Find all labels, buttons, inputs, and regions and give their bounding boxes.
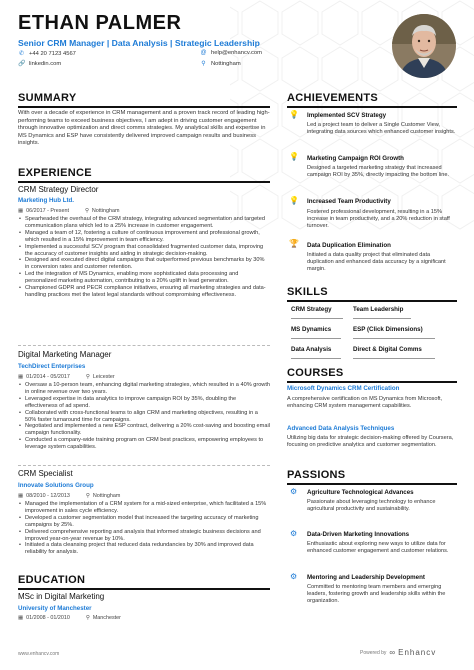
skills-rule	[287, 300, 457, 302]
divider	[18, 345, 270, 346]
course-desc: A comprehensive certification on MS Dynamics from Microsoft, enhancing CRM system management capabilities.	[287, 396, 443, 410]
job-company: Marketing Hub Ltd.	[18, 197, 75, 204]
achievement-title: Increased Team Productivity	[307, 198, 391, 205]
courses-rule	[287, 381, 457, 383]
brand-name: Enhancv	[398, 648, 437, 657]
course-desc: Utilizing big data for strategic decision-making offered by Coursera, focusing on predictive analytics and customer segmentation.	[287, 435, 454, 449]
job-bullets	[18, 501, 270, 556]
passion-title: Agriculture Technological Advances	[307, 489, 414, 496]
experience-heading: EXPERIENCE	[18, 167, 92, 179]
job-dates: 06/2017 - Present	[26, 208, 69, 214]
location-pin-icon: ⚲	[85, 374, 90, 380]
list-item: • Managed the implementation of a CRM system for a mid-sized enterprise, which facilitated a 15% improvement in sales cycle efficiency.	[18, 501, 270, 515]
education-rule	[18, 588, 270, 590]
gear-icon: ⚙	[290, 529, 298, 538]
education-heading: EDUCATION	[18, 574, 86, 586]
skills-heading: SKILLS	[287, 286, 328, 298]
courses-heading: COURSES	[287, 367, 344, 379]
passion-desc: Passionate about leveraging technology to enhance agricultural productivity and sustainability.	[307, 499, 436, 513]
list-item: • Negotiated and implemented a new ESP contract, delivering a 20% cost-saving and boosting email campaign functionality.	[18, 423, 270, 437]
job-bullets	[18, 216, 270, 299]
list-item: • Delivered comprehensive reporting and analysis that informed strategic business decisions and improved year-on-year revenue by 10%.	[18, 529, 270, 543]
school-name: University of Manchester	[18, 605, 92, 612]
lightbulb-icon: 💡	[289, 110, 299, 119]
job-bullets	[18, 382, 270, 451]
degree-title: MSc in Digital Marketing	[18, 592, 105, 601]
list-item: • Led the integration of MS Dynamics, enabling more sophisticated data processing and personalized marketing automation, contributing to a 20% uplift in lead generation.	[18, 271, 270, 285]
footer-website[interactable]: www.enhancv.com	[18, 651, 60, 657]
job-location: Nottingham	[92, 493, 121, 499]
job-meta	[18, 208, 119, 214]
list-item: • Leveraged expertise in data analytics to improve campaign ROI by 35%, doubling the effectiveness of ad spend.	[18, 396, 270, 410]
job-location: Leicester	[92, 374, 115, 380]
location-pin-icon: ⚲	[201, 61, 206, 67]
skill-underline	[353, 338, 435, 339]
skill-underline	[291, 338, 341, 339]
calendar-icon: ▦	[18, 615, 24, 621]
education-location: Manchester	[92, 615, 121, 621]
education-dates: 01/2008 - 01/2010	[26, 615, 70, 621]
job-title: Digital Marketing Manager	[18, 350, 112, 359]
list-item: • Oversaw a 10-person team, enhancing digital marketing strategies, which resulted in a 40% growth in online revenue over two years.	[18, 382, 270, 396]
summary-text: With over a decade of experience in CRM management and a proven track record of leading high-performing teams to exceed business objectives, I am adept in driving customer engagement through innovative optimization and direct comms strategies. My analytical skills and expertise in MS Dynamics and ESP have consistently delivered improved campaign results and business insights.	[18, 110, 270, 147]
location-pin-icon: ⚲	[85, 615, 90, 621]
achievement-title: Data Duplication Elimination	[307, 242, 391, 249]
phone-text: +44 20 7123 4567	[29, 50, 76, 57]
skill-tag: Direct & Digital Comms	[353, 346, 422, 353]
list-item: • Developed a customer segmentation model that increased the targeting accuracy of marketing campaigns by 25%.	[18, 515, 270, 529]
achievement-desc: Fostered professional development, resulting in a 15% increase in team productivity, and a 20% reduction in staff turnover.	[307, 209, 450, 230]
enhancv-logo-icon: ∞	[389, 648, 396, 657]
location-contact	[200, 60, 241, 67]
powered-by-text: Powered by	[360, 649, 387, 656]
summary-rule	[18, 106, 270, 108]
gear-icon: ⚙	[290, 487, 298, 496]
experience-rule	[18, 181, 270, 183]
linkedin-contact[interactable]	[18, 60, 61, 67]
list-item: • Collaborated with cross-functional teams to align CRM and marketing objectives, resulting in a 50% faster turnaround time for campaigns.	[18, 410, 270, 424]
gear-icon: ⚙	[290, 572, 298, 581]
passions-rule	[287, 483, 457, 485]
avatar	[392, 14, 456, 78]
passion-desc: Committed to mentoring team members and emerging leaders, fostering growth and leadership skills within the organization.	[307, 584, 446, 605]
list-item: • Spearheaded the overhaul of the CRM strategy, integrating advanced segmentation and targeted communication plans which led to a 25% increase in customer engagement.	[18, 216, 270, 230]
candidate-title: Senior CRM Manager | Data Analysis | Strategic Leadership	[18, 38, 260, 48]
passion-title: Data-Driven Marketing Innovations	[307, 531, 410, 538]
list-item: • Implemented a successful SCV program that consolidated fragmented customer data, improving the accuracy of customer insights and aiding in strategic decision-making.	[18, 244, 270, 258]
job-title: CRM Strategy Director	[18, 185, 99, 194]
phone-icon: ✆	[18, 51, 25, 57]
list-item: • Initiated a data cleansing project that reduced data redundancies by 30% and improved data reliability for analysis.	[18, 542, 270, 556]
lightbulb-icon: 💡	[289, 152, 299, 161]
job-dates: 08/2010 - 12/2013	[26, 493, 70, 499]
skill-tag: Team Leadership	[353, 306, 404, 313]
skill-tag: MS Dynamics	[291, 326, 332, 333]
linkedin-text[interactable]: linkedin.com	[29, 60, 62, 67]
phone-contact	[18, 50, 76, 57]
job-meta	[18, 374, 115, 380]
skill-tag: Data Analysis	[291, 346, 332, 353]
location-pin-icon: ⚲	[85, 493, 90, 499]
achievement-title: Marketing Campaign ROI Growth	[307, 155, 404, 162]
email-contact[interactable]	[200, 50, 262, 56]
calendar-icon: ▦	[18, 208, 24, 214]
skill-underline	[291, 318, 343, 319]
list-item: • Championed GDPR and PECR compliance initiatives, ensuring all marketing strategies and data-handling practices met the latest legal standards without compromising effectiveness.	[18, 285, 270, 299]
passions-heading: PASSIONS	[287, 469, 346, 481]
location-pin-icon: ⚲	[84, 208, 89, 214]
achievement-desc: Led a project team to deliver a Single Customer View, integrating data sources which enhanced customer insights.	[307, 122, 456, 136]
achievements-rule	[287, 106, 457, 108]
course-title: Microsoft Dynamics CRM Certification	[287, 385, 400, 392]
location-text: Nottingham	[211, 60, 241, 67]
list-item: • Managed a team of 12, fostering a culture of continuous improvement and professional growth, which resulted in a 15% improvement in team efficiency.	[18, 230, 270, 244]
summary-heading: SUMMARY	[18, 92, 77, 104]
list-item: • Conducted a company-wide training program on CRM best practices, empowering employees to leverage system capabilities.	[18, 437, 270, 451]
passion-desc: Enthusiastic about exploring new ways to utilize data for enhanced customer engagement and customer relations.	[307, 541, 449, 555]
candidate-name: ETHAN PALMER	[18, 12, 182, 34]
skill-tag: CRM Strategy	[291, 306, 332, 313]
job-company: Innovate Solutions Group	[18, 482, 94, 489]
calendar-icon: ▦	[18, 374, 24, 380]
calendar-icon: ▦	[18, 493, 24, 499]
job-company: TechDirect Enterprises	[18, 363, 86, 370]
divider	[18, 465, 270, 466]
skill-underline	[353, 358, 435, 359]
skill-underline	[291, 358, 341, 359]
achievement-desc: Designed a targeted marketing strategy that increased campaign ROI by 35%, directly impacting the bottom line.	[307, 165, 450, 179]
education-meta	[18, 615, 121, 621]
job-dates: 01/2014 - 05/2017	[26, 374, 70, 380]
footer-branding	[360, 648, 436, 657]
list-item: • Designed and executed direct digital campaigns that outperformed previous benchmarks by 30% in conversion rates and customer retention.	[18, 257, 270, 271]
trophy-icon: 🏆	[289, 239, 299, 248]
lightbulb-icon: 💡	[289, 196, 299, 205]
job-meta	[18, 493, 120, 499]
achievement-title: Implemented SCV Strategy	[307, 112, 387, 119]
email-text[interactable]: help@enhancv.com	[211, 50, 262, 56]
job-title: CRM Specialist	[18, 469, 73, 478]
job-location: Nottingham	[91, 208, 120, 214]
passion-title: Mentoring and Leadership Development	[307, 574, 425, 581]
skill-tag: ESP (Click Dimensions)	[353, 326, 423, 333]
course-title: Advanced Data Analysis Techniques	[287, 425, 395, 432]
achievements-heading: ACHIEVEMENTS	[287, 92, 378, 104]
achievement-desc: Initiated a data quality project that eliminated data duplication and enhanced data accuracy by a significant margin.	[307, 252, 446, 273]
skill-underline	[353, 318, 411, 319]
link-icon: 🔗	[18, 61, 26, 67]
at-icon: @	[200, 50, 207, 56]
